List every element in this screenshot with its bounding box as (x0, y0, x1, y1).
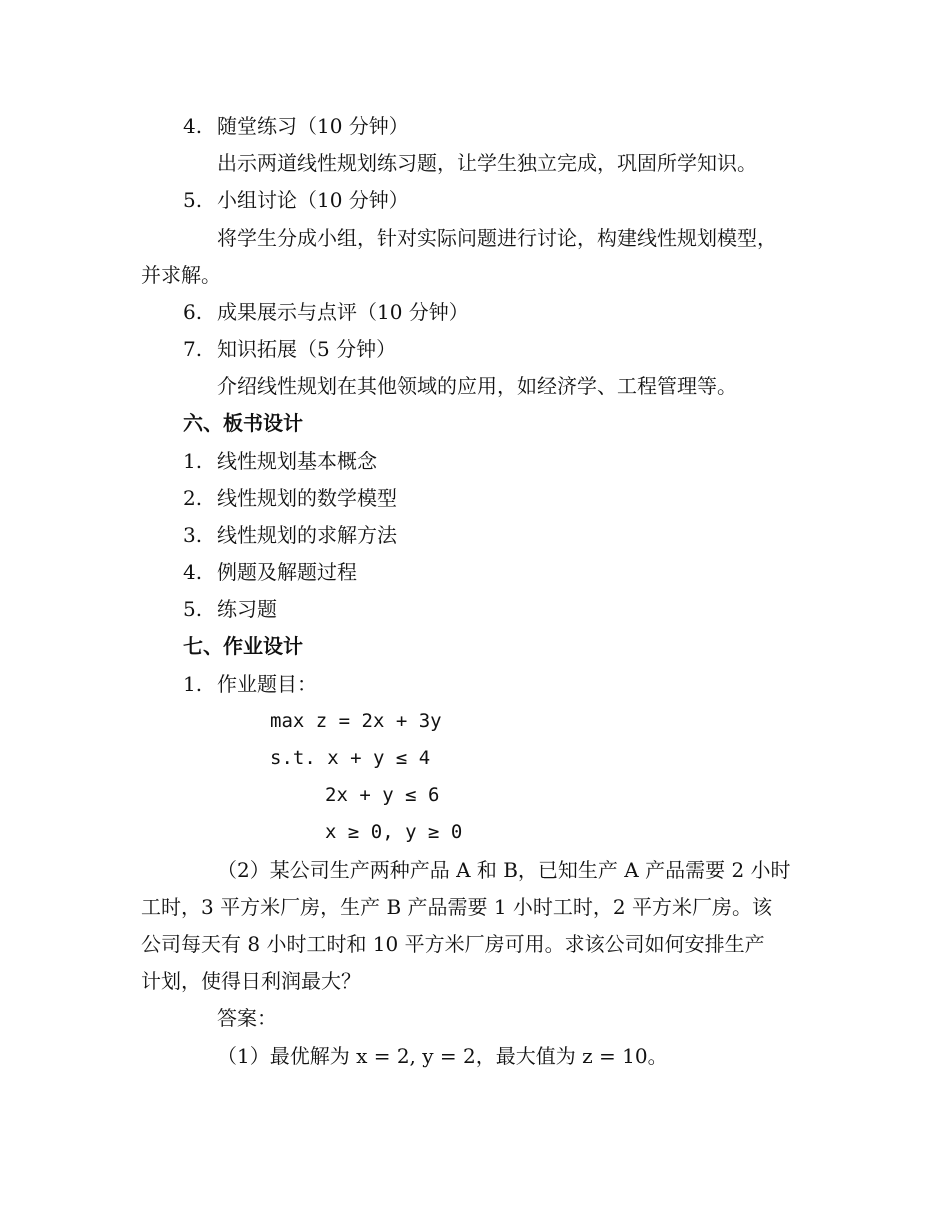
list-item (183, 485, 397, 511)
math-constraint: 2x + y ≤ 6 (325, 784, 440, 806)
list-item (183, 336, 396, 362)
problem-text: 计划，使得日利润最大？ (141, 969, 361, 993)
item-text: 知识拓展（5 分钟） (217, 337, 397, 361)
item-text: 练习题 (217, 597, 277, 621)
section-heading: 六、板书设计 (183, 411, 303, 435)
item-text: 随堂练习（10 分钟） (217, 114, 409, 138)
math-constraint: x ≥ 0, y ≥ 0 (325, 821, 463, 843)
list-item (183, 299, 469, 325)
problem-text: （2）某公司生产两种产品 A 和 B，已知生产 A 产品需要 2 小时 (217, 858, 791, 882)
item-text: 线性规划基本概念 (217, 449, 377, 473)
item-number: 2. (183, 486, 203, 510)
item-number: 1. (183, 672, 203, 696)
item-description: 介绍线性规划在其他领域的应用，如经济学、工程管理等。 (217, 374, 737, 398)
list-item (183, 671, 317, 697)
list-item (183, 113, 409, 139)
list-item (183, 559, 357, 585)
problem-text: 公司每天有 8 小时工时和 10 平方米厂房可用。求该公司如何安排生产 (141, 932, 765, 956)
section-heading: 七、作业设计 (183, 634, 303, 658)
list-item (183, 187, 409, 213)
item-number: 3. (183, 523, 203, 547)
item-text: 作业题目： (217, 672, 317, 696)
item-text: 成果展示与点评（10 分钟） (217, 300, 469, 324)
item-number: 7. (183, 337, 203, 361)
list-item (183, 522, 397, 548)
item-number: 4. (183, 560, 203, 584)
item-text: 例题及解题过程 (217, 560, 357, 584)
item-number: 1. (183, 449, 203, 473)
math-constraint: s.t. x + y ≤ 4 (270, 747, 431, 769)
list-item (183, 448, 377, 474)
math-objective: max z = 2x + 3y (270, 710, 442, 732)
answer-text: （1）最优解为 x = 2, y = 2，最大值为 z = 10。 (217, 1044, 668, 1068)
item-number: 6. (183, 300, 203, 324)
item-description: 并求解。 (141, 263, 221, 287)
item-text: 线性规划的数学模型 (217, 486, 397, 510)
item-text: 线性规划的求解方法 (217, 523, 397, 547)
item-description: 将学生分成小组，针对实际问题进行讨论，构建线性规划模型， (217, 226, 777, 250)
item-number: 5. (183, 597, 203, 621)
item-text: 小组讨论（10 分钟） (217, 188, 409, 212)
item-number: 5. (183, 188, 203, 212)
answer-label: 答案： (217, 1006, 277, 1030)
item-number: 4. (183, 114, 203, 138)
list-item (183, 596, 277, 622)
item-description: 出示两道线性规划练习题，让学生独立完成，巩固所学知识。 (217, 151, 757, 175)
problem-text: 工时，3 平方米厂房，生产 B 产品需要 1 小时工时，2 平方米厂房。该 (141, 895, 773, 919)
